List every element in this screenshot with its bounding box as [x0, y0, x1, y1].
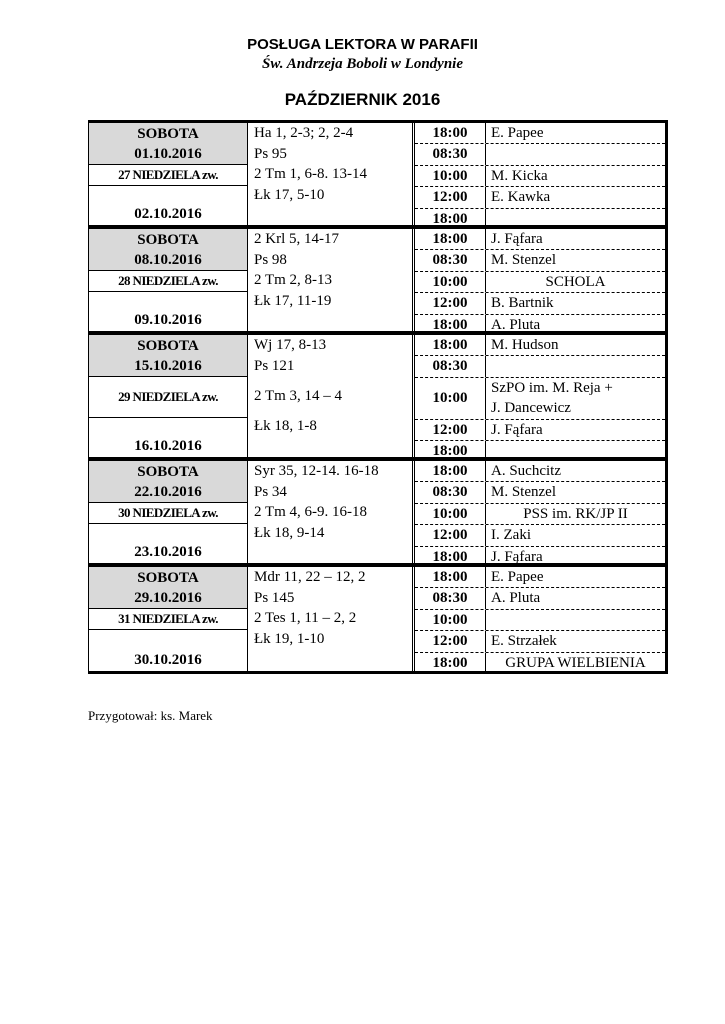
reading-line: Syr 35, 12-14. 16-18 [254, 463, 379, 479]
reading-line: 2 Tm 4, 6-9. 16-18 [254, 504, 368, 520]
sunday-date: 30.10.2016 [134, 652, 202, 668]
mass-time: 12:00 [415, 293, 486, 313]
reading-line: Ha 1, 2-3; 2, 2-4 [254, 125, 354, 141]
mass-time: 18:00 [415, 229, 486, 249]
mass-time: 18:00 [415, 123, 486, 143]
lector-name [486, 461, 665, 481]
mass-row [415, 588, 665, 609]
mass-time: 18:00 [415, 461, 486, 481]
lector-name-line: M. Kicka [491, 167, 548, 184]
saturday-cell [89, 567, 247, 609]
reading-line: Wj 17, 8-13 [254, 337, 327, 353]
reading-line: 2 Tm 1, 6-8. 13-14 [254, 166, 368, 182]
mass-row [415, 525, 665, 546]
lector-name-line: J. Fąfara [491, 548, 543, 565]
reading-line: 2 Tm 2, 8-13 [254, 272, 333, 288]
lector-name-line: E. Strzałek [491, 633, 557, 650]
mass-time: 12:00 [415, 525, 486, 545]
masses-cell [415, 461, 665, 563]
mass-row [415, 461, 665, 482]
lector-name-line: M. Stenzel [491, 484, 556, 501]
lector-name-line: GRUPA WIELBIENIA [505, 654, 646, 671]
date-cell [89, 229, 248, 331]
mass-time: 08:30 [415, 588, 486, 608]
mass-time: 18:00 [415, 653, 486, 673]
reading-line: Mdr 11, 22 – 12, 2 [254, 569, 366, 585]
mass-row [415, 166, 665, 187]
mass-time: 18:00 [415, 567, 486, 587]
lector-name-line [491, 144, 665, 164]
sunday-label: 27 NIEDZIELA zw. [89, 165, 247, 186]
saturday-date: 15.10.2016 [134, 358, 202, 374]
lector-name [486, 525, 665, 545]
mass-time: 10:00 [415, 272, 486, 292]
reading-line: Ps 121 [254, 357, 295, 374]
sunday-label: 31 NIEDZIELA zw. [89, 609, 247, 630]
mass-row [415, 250, 665, 271]
lector-name [486, 250, 665, 270]
reading-line: Łk 18, 1-8 [254, 418, 317, 434]
document-title: POSŁUGA LEKTORA W PARAFII [247, 36, 478, 53]
readings-cell [248, 335, 415, 457]
lector-name [486, 144, 665, 164]
lector-name-line: J. Dancewicz [491, 400, 571, 417]
saturday-date: 01.10.2016 [134, 146, 202, 162]
reading-line: Ps 34 [254, 483, 287, 500]
lector-name-line: SCHOLA [545, 273, 606, 290]
mass-time: 18:00 [415, 547, 486, 567]
lector-name [486, 610, 665, 630]
date-cell [89, 567, 248, 671]
mass-time: 12:00 [415, 631, 486, 651]
lector-name-line: M. Hudson [491, 337, 559, 353]
lector-name-line: I. Zaki [491, 527, 531, 544]
lector-name [486, 335, 665, 355]
mass-row [415, 123, 665, 144]
saturday-label: SOBOTA [137, 570, 199, 586]
reading-line: Ps 98 [254, 251, 287, 268]
mass-row [415, 504, 665, 525]
week-block [88, 332, 668, 458]
lector-name-line: E. Papee [491, 569, 544, 585]
mass-time: 18:00 [415, 335, 486, 355]
lector-name [486, 567, 665, 587]
mass-row [415, 187, 665, 208]
mass-time: 12:00 [415, 187, 486, 207]
mass-row [415, 229, 665, 250]
saturday-label: SOBOTA [137, 232, 199, 248]
mass-time: 08:30 [415, 250, 486, 270]
lector-name [486, 653, 665, 673]
readings-cell [248, 229, 415, 331]
date-cell [89, 461, 248, 563]
mass-row [415, 567, 665, 588]
mass-row [415, 272, 665, 293]
mass-row [415, 610, 665, 631]
mass-row [415, 482, 665, 503]
lector-name [486, 187, 665, 207]
mass-time: 10:00 [415, 378, 486, 419]
reading-line: Ps 145 [254, 589, 295, 606]
week-block [88, 564, 668, 674]
saturday-date: 22.10.2016 [134, 484, 202, 500]
saturday-label: SOBOTA [137, 126, 199, 142]
sunday-date: 23.10.2016 [134, 544, 202, 560]
mass-time: 18:00 [415, 441, 486, 461]
masses-cell [415, 335, 665, 460]
week-block [88, 458, 668, 564]
reading-line: 2 Krl 5, 14-17 [254, 231, 339, 247]
reading-line: Łk 19, 1-10 [254, 630, 325, 647]
lector-name-line: A. Pluta [491, 590, 541, 607]
date-cell [89, 123, 248, 225]
saturday-cell [89, 461, 247, 503]
saturday-cell [89, 335, 247, 377]
week-block [88, 226, 668, 332]
month-heading: PAŹDZIERNIK 2016 [284, 90, 441, 109]
mass-time: 08:30 [415, 144, 486, 164]
masses-cell [415, 567, 665, 671]
reading-line: Ps 95 [254, 145, 287, 162]
sunday-label: 30 NIEDZIELA zw. [89, 503, 247, 524]
lector-name [486, 229, 665, 249]
mass-row [415, 144, 665, 165]
reading-line: 2 Tes 1, 11 – 2, 2 [254, 610, 357, 626]
mass-time: 10:00 [415, 166, 486, 186]
lector-name [486, 631, 665, 651]
sunday-date: 16.10.2016 [134, 438, 202, 454]
date-cell [89, 335, 248, 457]
reading-line: 2 Tm 3, 14 – 4 [254, 388, 343, 404]
lector-name [486, 356, 665, 376]
lector-name [486, 482, 665, 502]
mass-row [415, 293, 665, 314]
prepared-by-note: Przygotował: ks. Marek [88, 708, 213, 723]
reading-line: Łk 17, 11-19 [254, 292, 332, 309]
saturday-label: SOBOTA [137, 338, 199, 354]
lector-name-line: PSS im. RK/JP II [523, 505, 628, 522]
saturday-cell [89, 123, 247, 165]
lector-name-line: J. Fąfara [491, 231, 543, 247]
mass-time: 08:30 [415, 356, 486, 376]
mass-time: 12:00 [415, 420, 486, 440]
saturday-cell [89, 229, 247, 271]
lector-name-line: J. Fąfara [491, 421, 543, 438]
lector-name-line [491, 356, 665, 376]
mass-row [415, 378, 665, 420]
lector-name [486, 123, 665, 143]
sunday-label: 28 NIEDZIELA zw. [89, 271, 247, 292]
mass-time: 10:00 [415, 504, 486, 524]
lector-name [486, 272, 665, 292]
mass-row [415, 335, 665, 356]
sunday-date: 09.10.2016 [134, 312, 202, 328]
saturday-date: 29.10.2016 [134, 590, 202, 606]
lector-name-line: M. Stenzel [491, 252, 556, 269]
mass-row [415, 653, 665, 673]
lector-name [486, 504, 665, 524]
readings-cell [248, 567, 415, 671]
parish-name: Św. Andrzeja Boboli w Londynie [261, 56, 463, 72]
lector-name-line: SzPO im. M. Reja + [491, 379, 613, 396]
lector-name-line: E. Kawka [491, 189, 551, 206]
saturday-date: 08.10.2016 [134, 252, 202, 268]
mass-time: 10:00 [415, 610, 486, 630]
masses-cell [415, 229, 665, 331]
sunday-label: 29 NIEDZIELA zw. [89, 377, 247, 418]
readings-cell [248, 123, 415, 225]
masses-cell [415, 123, 665, 225]
mass-row [415, 420, 665, 441]
sunday-date: 02.10.2016 [134, 206, 202, 222]
schedule-table [88, 120, 668, 674]
lector-name-line [491, 610, 665, 630]
week-block [88, 120, 668, 226]
lector-name-line: B. Bartnik [491, 295, 554, 312]
mass-row [415, 631, 665, 652]
mass-time: 18:00 [415, 209, 486, 229]
lector-name [486, 420, 665, 440]
lector-name-line: E. Papee [491, 125, 544, 141]
readings-cell [248, 461, 415, 563]
mass-row [415, 356, 665, 377]
lector-name [486, 293, 665, 313]
reading-line: Łk 17, 5-10 [254, 186, 325, 203]
lector-name [486, 378, 665, 419]
lector-name-line: A. Pluta [491, 316, 541, 333]
mass-time: 08:30 [415, 482, 486, 502]
mass-time: 18:00 [415, 315, 486, 335]
reading-line: Łk 18, 9-14 [254, 524, 325, 541]
lector-name [486, 166, 665, 186]
saturday-label: SOBOTA [137, 464, 199, 480]
lector-name-line: A. Suchcitz [491, 463, 561, 479]
lector-name [486, 588, 665, 608]
